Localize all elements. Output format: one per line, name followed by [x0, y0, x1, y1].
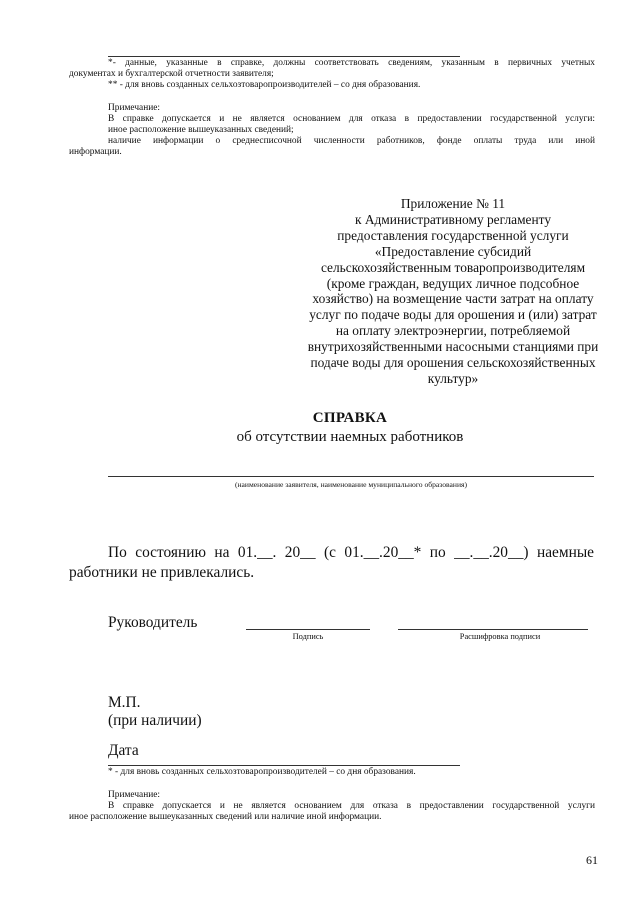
head-label: Руководитель [108, 614, 198, 631]
date-label: Дата [108, 742, 139, 759]
document-title: СПРАВКА [312, 410, 388, 426]
top-note-heading: Примечание: [108, 103, 161, 113]
appendix-line: сельскохозяйственным товаропроизводителям [320, 259, 586, 275]
top-footnote-2: ** - для вновь созданных сельхозтоваропроизводителей – со дня образования. [108, 80, 421, 90]
bottom-note-heading: Примечание: [108, 790, 161, 800]
stamp-note: (при наличии) [108, 712, 202, 729]
top-note-line-4: информации. [69, 147, 122, 157]
appendix-line: (кроме граждан, ведущих личное подсобное [326, 275, 580, 291]
top-footnote-1-line-1: *- данные, указанные в справке, должны соответствовать сведениям, указанным в первичных учетных [108, 58, 595, 68]
appendix-line: на оплату электроэнергии, потребляемой [335, 323, 571, 339]
top-footnote-1-line-2: документах и бухгалтерской отчетности заявителя; [69, 69, 274, 79]
top-note-line-1: В справке допускается и не является основанием для отказа в предоставлении государственной услуги: [108, 114, 595, 124]
page-number: 61 [586, 853, 598, 867]
document-subtitle: об отсутствии наемных работников [236, 429, 464, 445]
appendix-line: культур» [427, 370, 479, 386]
appendix-line: услуг по подаче воды для орошения и (или) затрат [309, 307, 597, 323]
stamp-label: М.П. [108, 694, 141, 711]
applicant-name-line [108, 476, 594, 477]
appendix-line: «Предоставление субсидий [374, 243, 532, 259]
statement-line-1: По состоянию на 01.__. 20__ (с 01.__.20__* по __.__.20__) наемные [108, 544, 594, 561]
bottom-note-line-1: В справке допускается и не является основанием для отказа в предоставлении государственной услуги [108, 801, 595, 811]
bottom-footnote: * - для вновь созданных сельхозтоваропроизводителей – со дня образования. [108, 767, 416, 777]
appendix-line: подаче воды для орошения сельскохозяйственных [310, 355, 596, 371]
appendix-line: предоставления государственной услуги [337, 227, 569, 243]
appendix-line: хозяйство) на возмещение части затрат на оплату [312, 291, 594, 307]
bottom-note-line-2: иное расположение вышеуказанных сведений или наличие иной информации. [69, 812, 382, 822]
signature-caption: Подпись [292, 632, 324, 641]
appendix-line: внутрихозяйственными насосными станциями при [307, 339, 599, 355]
appendix-line: Приложение № 11 [400, 196, 506, 211]
bottom-footnote-separator [108, 765, 460, 766]
top-note-line-2: иное расположение вышеуказанных сведений; [108, 125, 294, 135]
appendix-block [300, 196, 606, 387]
top-note-line-3: наличие информации о среднесписочной численности работников, фонде оплаты труда или иной [108, 136, 595, 146]
statement-line-2: работники не привлекались. [69, 564, 255, 581]
appendix-line: к Административному регламенту [354, 211, 552, 227]
signature-line [246, 629, 370, 630]
signature-decode-line [398, 629, 588, 630]
signature-decode-caption: Расшифровка подписи [459, 632, 541, 641]
top-footnote-separator [108, 56, 460, 57]
applicant-caption: (наименование заявителя, наименование муниципального образования) [234, 480, 468, 489]
